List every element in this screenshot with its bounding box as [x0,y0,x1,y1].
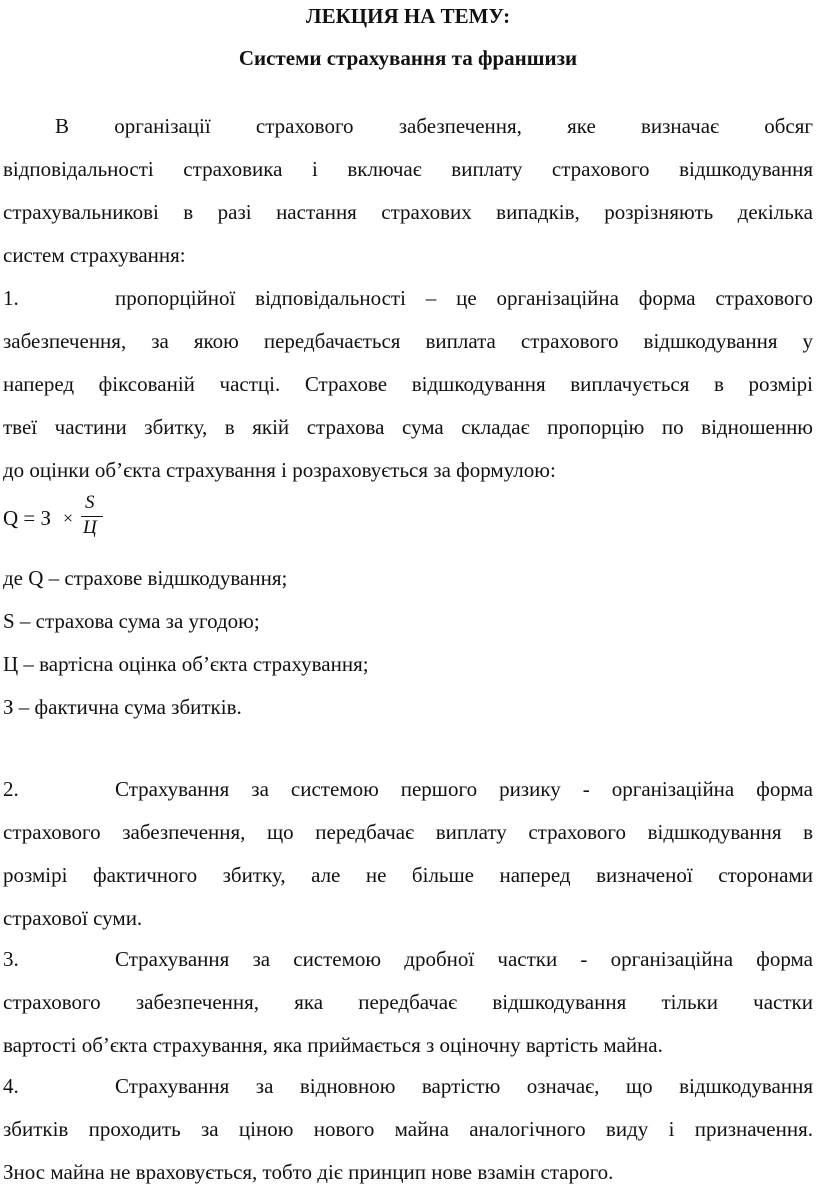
list-item-line: наперед фіксованій частці. Страхове відшкодування виплачується в розмірі [3,372,813,396]
list-item-line: твеї частини збитку, в якій страхова сума складає пропорцію по відношенню [3,415,813,439]
list-item-line: Страхування за відновною вартістю означає, що відшкодування [115,1074,813,1098]
intro-line: відповідальності страховика і включає виплату страхового відшкодування [3,157,813,181]
list-item-number: 3. [3,947,19,971]
intro-line: В організації страхового забезпечення, яке визначає обсяг [55,114,813,138]
list-item-line: пропорційної відповідальності – це організаційна форма страхового [115,286,813,310]
list-item-line: страхового забезпечення, яка передбачає відшкодування тільки частки [3,990,813,1014]
list-item-line: страхової суми. [3,906,143,930]
definition-line: Ц – вартісна оцінка об’єкта страхування; [3,652,369,676]
lecture-subtitle: Системи страхування та франшизи [238,46,578,70]
list-item-number: 4. [3,1074,19,1098]
definition-line: З – фактична сума збитків. [3,695,242,719]
formula-lhs: Q = З [3,506,52,530]
list-item-line: страхового забезпечення, що передбачає виплату страхового відшкодування в [3,820,813,844]
list-item-line: Страхування за системою дробної частки - організаційна форма [115,947,813,971]
list-item-line: забезпечення, за якою передбачається виплата страхового відшкодування у [3,329,813,353]
definition-line: S – страхова сума за угодою; [3,609,260,633]
list-item-line: вартості об’єкта страхування, яка приймається з оціночну вартість майна. [3,1033,663,1057]
fraction-numerator: S [85,492,95,513]
lecture-title: ЛЕКЦИЯ НА ТЕМУ: [305,4,511,28]
definition-line: де Q – страхове відшкодування; [3,566,288,590]
list-item-line: збитків проходить за ціною нового майна аналогічного виду і призначення. [3,1117,813,1141]
intro-line: систем страхування: [3,243,186,267]
list-item-line: Знос майна не враховується, тобто діє принцип нове взамін старого. [3,1160,614,1184]
list-item-number: 2. [3,777,19,801]
fraction-denominator: Ц [83,517,97,538]
intro-line: страхувальникові в разі настання страхових випадків, розрізняють декілька [3,200,813,224]
multiply-sign: × [63,508,74,528]
list-item-line: розмірі фактичного збитку, але не більше наперед визначеної сторонами [3,863,813,887]
list-item-line: Страхування за системою першого ризику - організаційна форма [115,777,813,801]
list-item-number: 1. [3,286,19,310]
list-item-line: до оцінки об’єкта страхування і розраховується за формулою: [3,458,556,482]
